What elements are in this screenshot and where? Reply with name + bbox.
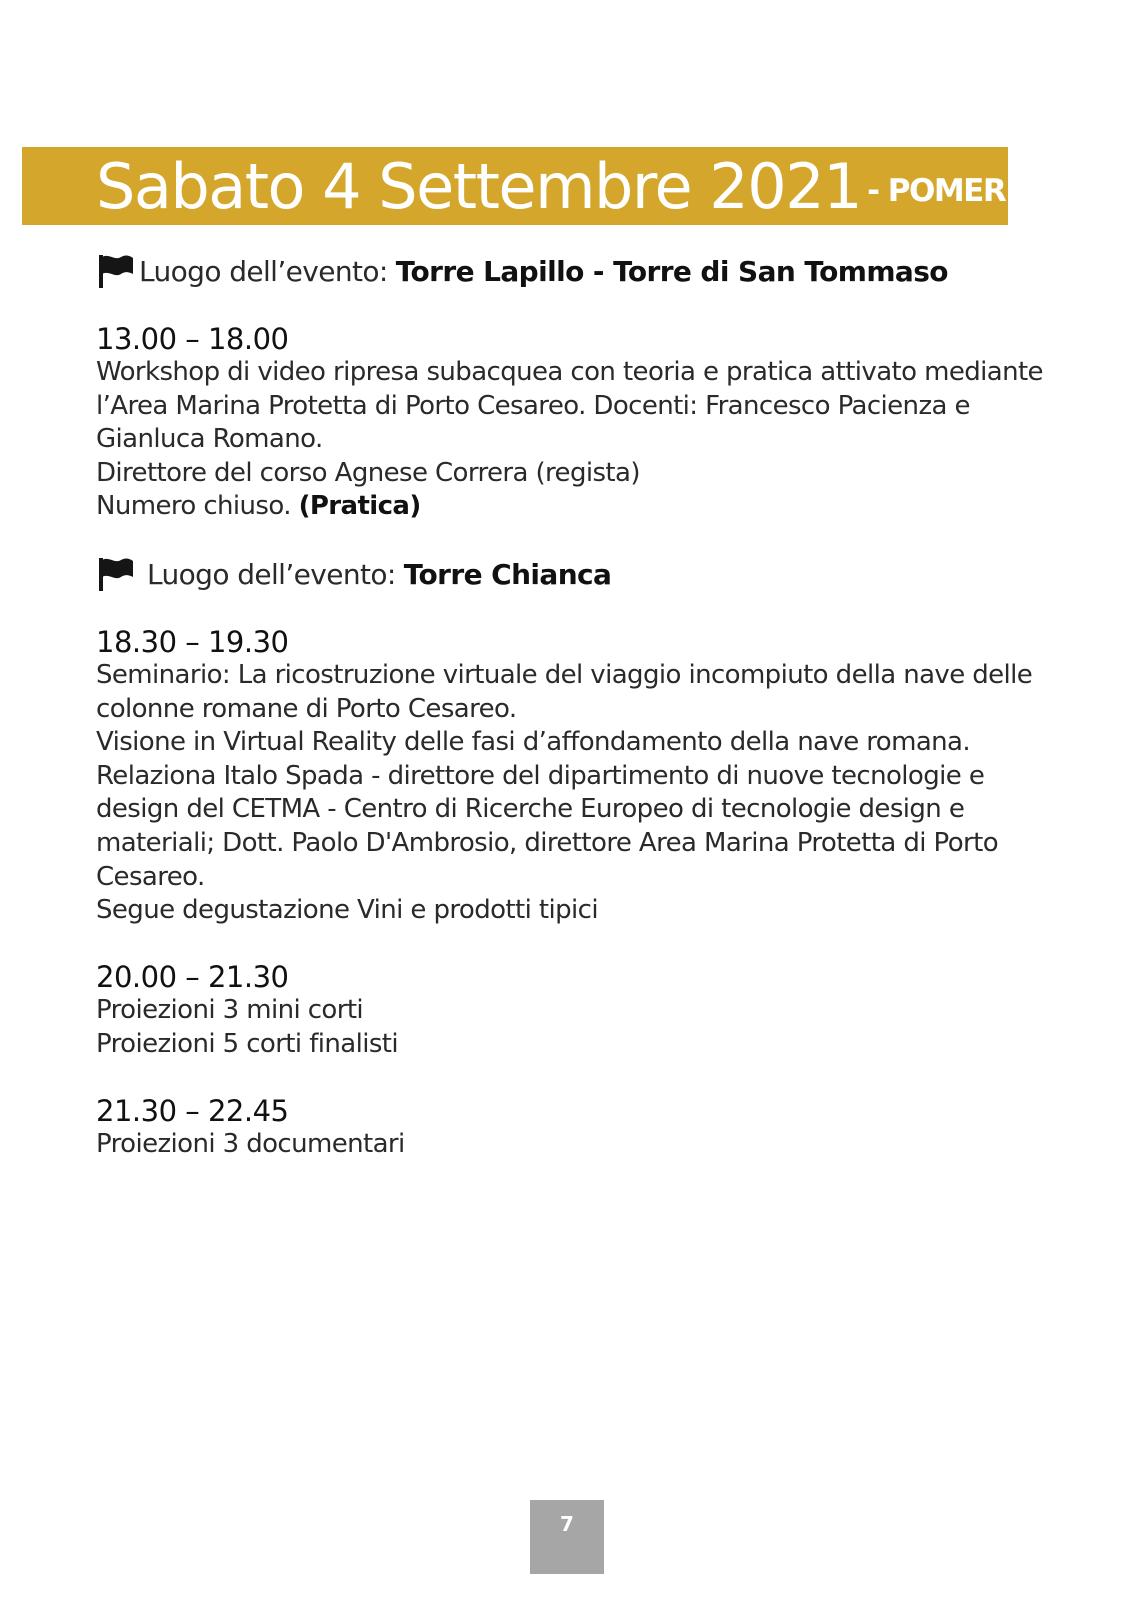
page-number: 7 [560, 1512, 574, 1536]
closing-text: Numero chiuso. [96, 491, 291, 522]
event-time: 18.30 – 19.30 [96, 625, 289, 659]
location-row [97, 556, 611, 592]
event-line: design del CETMA - Centro di Ricerche Europeo di tecnologie design e [96, 794, 965, 825]
event-line: Seminario: La ricostruzione virtuale del viaggio incompiuto della nave delle [96, 660, 1033, 690]
schedule-item [96, 1094, 1056, 1162]
location-label: Luogo dell’evento: [139, 254, 388, 288]
page-subtitle: - POMERIGGIO [867, 173, 1099, 209]
event-line: Proiezioni 3 documentari [96, 1129, 405, 1159]
flag-icon [97, 253, 135, 289]
location-value: Torre Lapillo - Torre di San Tommaso [395, 254, 948, 288]
event-line: Cesareo. [96, 861, 205, 892]
event-time: 20.00 – 21.30 [96, 960, 289, 994]
date-banner [22, 147, 1099, 225]
page-number-badge [530, 1500, 604, 1574]
event-time: 21.30 – 22.45 [96, 1094, 289, 1128]
event-line: Workshop di video ripresa subacquea con teoria e pratica attivato mediante [96, 357, 1043, 387]
event-line: colonne romane di Porto Cesareo. [96, 693, 517, 724]
event-line: Direttore del corso Agnese Correra (regista) [96, 457, 640, 488]
event-line [96, 490, 1056, 524]
event-line: Gianluca Romano. [96, 424, 323, 455]
location-label: Luogo dell’evento: [147, 557, 396, 591]
event-line: Visione in Virtual Reality delle fasi d’affondamento della nave romana. [96, 727, 971, 758]
flag-icon [97, 556, 135, 592]
schedule-item [96, 960, 1056, 1061]
location-value: Torre Chianca [403, 557, 612, 591]
event-line: Relaziona Italo Spada - direttore del dipartimento di nuove tecnologie e [96, 760, 985, 791]
event-line: materiali; Dott. Paolo D'Ambrosio, direttore Area Marina Protetta di Porto [96, 827, 999, 858]
event-line: Proiezioni 3 mini corti [96, 995, 364, 1025]
event-line: l’Area Marina Protetta di Porto Cesareo. Docenti: Francesco Pacienza e [96, 390, 970, 421]
practice-tag: (Pratica) [298, 491, 421, 522]
location-row [97, 253, 948, 289]
page-title: Sabato 4 Settembre 2021 [96, 149, 862, 223]
schedule-item [96, 625, 1056, 928]
event-line: Proiezioni 5 corti finalisti [96, 1028, 398, 1059]
schedule-item [96, 322, 1056, 524]
event-line: Segue degustazione Vini e prodotti tipici [96, 895, 598, 926]
event-time: 13.00 – 18.00 [96, 322, 289, 356]
